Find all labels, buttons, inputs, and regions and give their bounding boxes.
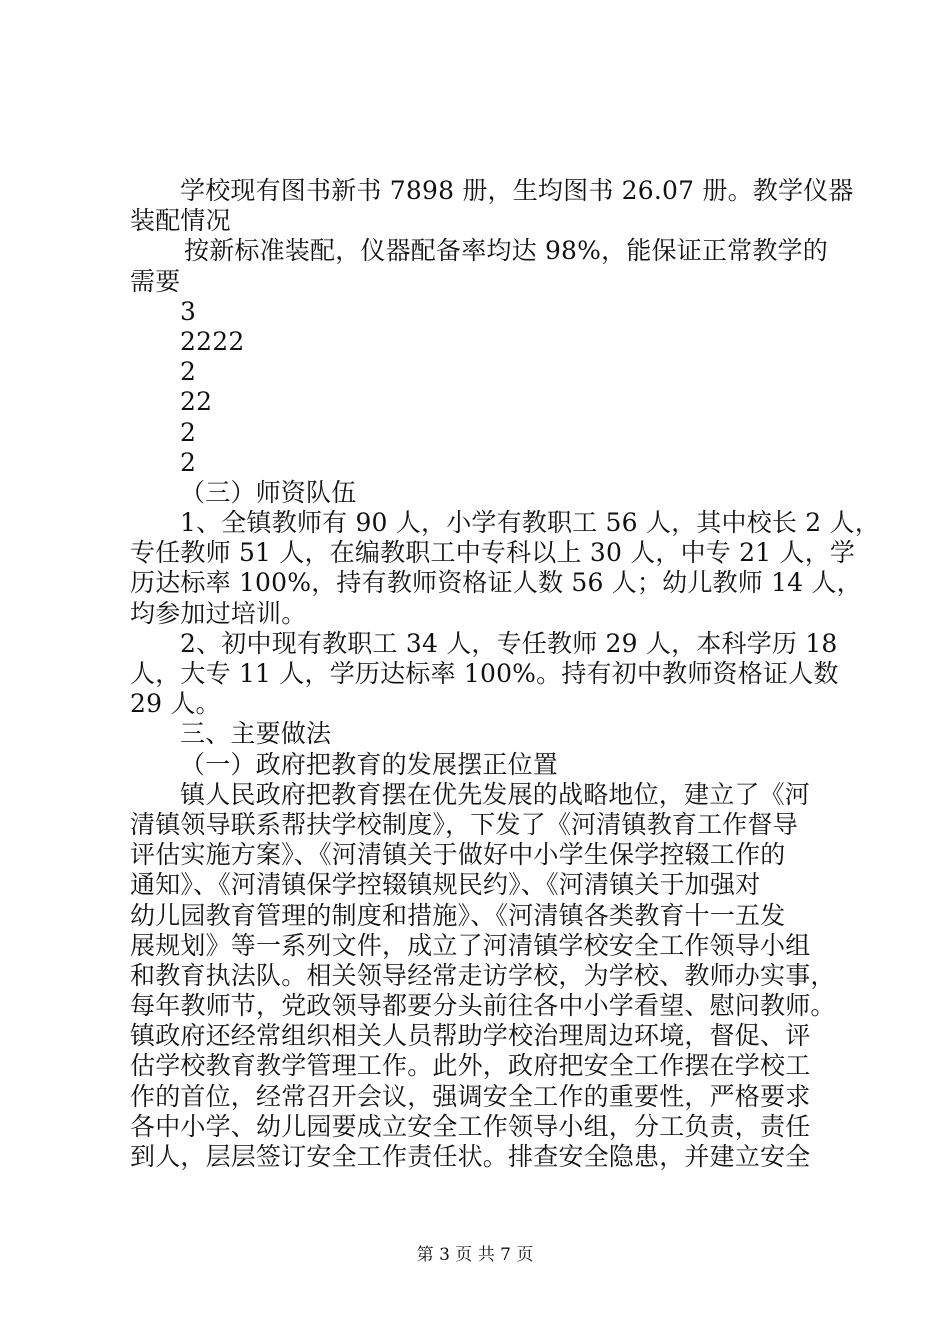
- text-line: 均参加过培训。: [130, 598, 307, 628]
- section-heading: （一）政府把教育的发展摆正位置: [180, 749, 559, 779]
- text-line: 2: [180, 357, 197, 387]
- text-line: 2、初中现有教职工 34 人，专任教师 29 人，本科学历 18: [180, 628, 838, 658]
- text-line: 镇人民政府把教育摆在优先发展的战略地位，建立了《河: [180, 779, 811, 809]
- text-line: 历达标率 100%，持有教师资格证人数 56 人；幼儿教师 14 人，: [130, 568, 862, 598]
- text-line: 2: [180, 417, 197, 447]
- text-line: 各中小学、幼儿园要成立安全工作领导小组，分工负责，责任: [130, 1111, 811, 1141]
- text-line: 按新标准装配，仪器配备率均达 98%，能保证正常教学的: [184, 236, 828, 266]
- text-line: 学校现有图书新书 7898 册，生均图书 26.07 册。教学仪器: [180, 176, 854, 205]
- section-heading: （三）师资队伍: [180, 477, 357, 507]
- text-line: 估学校教育教学管理工作。此外，政府把安全工作摆在学校工: [130, 1051, 811, 1081]
- text-line: 清镇领导联系帮扶学校制度》，下发了《河清镇教育工作督导: [130, 809, 798, 839]
- text-line: 幼儿园教育管理的制度和措施》、《河清镇各类教育十一五发: [130, 900, 786, 930]
- text-line: 需要: [130, 266, 181, 296]
- text-line: 评估实施方案》、《河清镇关于做好中小学生保学控辍工作的: [130, 840, 786, 870]
- text-line: 人，大专 11 人，学历达标率 100%。持有初中教师资格证人数: [130, 659, 839, 688]
- text-line: 3: [180, 296, 197, 326]
- text-line: 每年教师节，党政领导都要分头前往各中小学看望、慰问教师。: [130, 991, 836, 1021]
- text-line: 2: [180, 447, 197, 477]
- text-line: 镇政府还经常组织相关人员帮助学校治理周边环境，督促、评: [130, 1021, 811, 1051]
- document-body: [130, 176, 880, 1172]
- text-line: 装配情况: [130, 206, 231, 236]
- text-line: 专任教师 51 人，在编教职工中专科以上 30 人，中专 21 人，学: [130, 538, 856, 568]
- text-line: 通知》、《河清镇保学控辍镇规民约》、《河清镇关于加强对: [130, 870, 761, 900]
- page-number-footer: 第 3 页 共 7 页: [416, 1245, 534, 1265]
- text-line: 展规划》等一系列文件，成立了河清镇学校安全工作领导小组: [130, 930, 811, 960]
- text-line: 22: [180, 387, 213, 417]
- text-line: 作的首位，经常召开会议，强调安全工作的重要性，严格要求: [130, 1081, 811, 1111]
- text-line: 到人，层层签订安全工作责任状。排查安全隐患，并建立安全: [130, 1142, 811, 1171]
- text-line: 2222: [180, 326, 245, 356]
- section-heading: 三、主要做法: [180, 719, 332, 749]
- text-line: 29 人。: [130, 689, 221, 719]
- text-line: 和教育执法队。相关领导经常走访学校，为学校、教师办实事，: [130, 960, 836, 990]
- text-line: 1、全镇教师有 90 人，小学有教职工 56 人，其中校长 2 人，: [180, 508, 880, 538]
